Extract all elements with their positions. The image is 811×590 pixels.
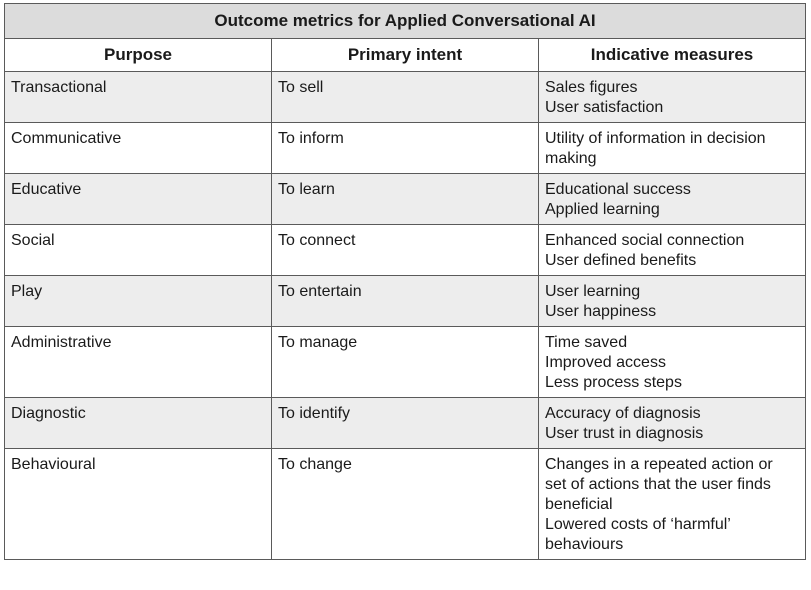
- measures-cell: [539, 174, 806, 225]
- measure-line: User satisfaction: [545, 99, 664, 116]
- measure-line: Enhanced social connection: [545, 232, 745, 249]
- purpose-cell: Diagnostic: [5, 398, 272, 449]
- column-header-indicative-measures: Indicative measures: [539, 39, 806, 72]
- table-header-row: [5, 39, 806, 72]
- intent-cell: To change: [272, 449, 539, 560]
- table-row: [5, 174, 806, 225]
- measure-line: making: [545, 150, 597, 167]
- measure-line: Lowered costs of ‘harmful’: [545, 516, 731, 533]
- measures-cell: [539, 276, 806, 327]
- measure-line: Changes in a repeated action or: [545, 456, 773, 473]
- measures-cell: [539, 225, 806, 276]
- measure-line: User trust in diagnosis: [545, 425, 704, 442]
- intent-cell: To inform: [272, 123, 539, 174]
- outcome-metrics-table: [4, 3, 806, 560]
- measures-cell: [539, 327, 806, 398]
- measure-line: Applied learning: [545, 201, 660, 218]
- measure-line: User defined benefits: [545, 252, 697, 269]
- table-row: [5, 327, 806, 398]
- measure-line: Accuracy of diagnosis: [545, 405, 701, 422]
- intent-cell: To connect: [272, 225, 539, 276]
- measures-cell: [539, 449, 806, 560]
- table-row: [5, 225, 806, 276]
- measure-line: Utility of information in decision: [545, 130, 766, 147]
- measure-line: behaviours: [545, 536, 624, 553]
- intent-cell: To learn: [272, 174, 539, 225]
- table-row: [5, 276, 806, 327]
- purpose-cell: Play: [5, 276, 272, 327]
- column-header-purpose: Purpose: [5, 39, 272, 72]
- measures-cell: [539, 123, 806, 174]
- purpose-cell: Transactional: [5, 72, 272, 123]
- table-title-row: [5, 4, 806, 39]
- intent-cell: To entertain: [272, 276, 539, 327]
- measures-cell: [539, 398, 806, 449]
- measure-line: beneficial: [545, 496, 613, 513]
- purpose-cell: Educative: [5, 174, 272, 225]
- measure-line: Educational success: [545, 181, 691, 198]
- intent-cell: To sell: [272, 72, 539, 123]
- table-row: [5, 123, 806, 174]
- intent-cell: To manage: [272, 327, 539, 398]
- intent-cell: To identify: [272, 398, 539, 449]
- purpose-cell: Behavioural: [5, 449, 272, 560]
- purpose-cell: Communicative: [5, 123, 272, 174]
- outcome-metrics-table-container: [4, 3, 805, 560]
- table-title: Outcome metrics for Applied Conversational AI: [5, 4, 806, 39]
- table-row: [5, 72, 806, 123]
- measure-line: Sales figures: [545, 79, 638, 96]
- measure-line: Improved access: [545, 354, 666, 371]
- measure-line: Time saved: [545, 334, 628, 351]
- table-row: [5, 398, 806, 449]
- purpose-cell: Social: [5, 225, 272, 276]
- purpose-cell: Administrative: [5, 327, 272, 398]
- measure-line: Less process steps: [545, 374, 682, 391]
- measure-line: User learning: [545, 283, 641, 300]
- measure-line: set of actions that the user finds: [545, 476, 771, 493]
- measures-cell: [539, 72, 806, 123]
- measure-line: User happiness: [545, 303, 657, 320]
- column-header-primary-intent: Primary intent: [272, 39, 539, 72]
- table-row: [5, 449, 806, 560]
